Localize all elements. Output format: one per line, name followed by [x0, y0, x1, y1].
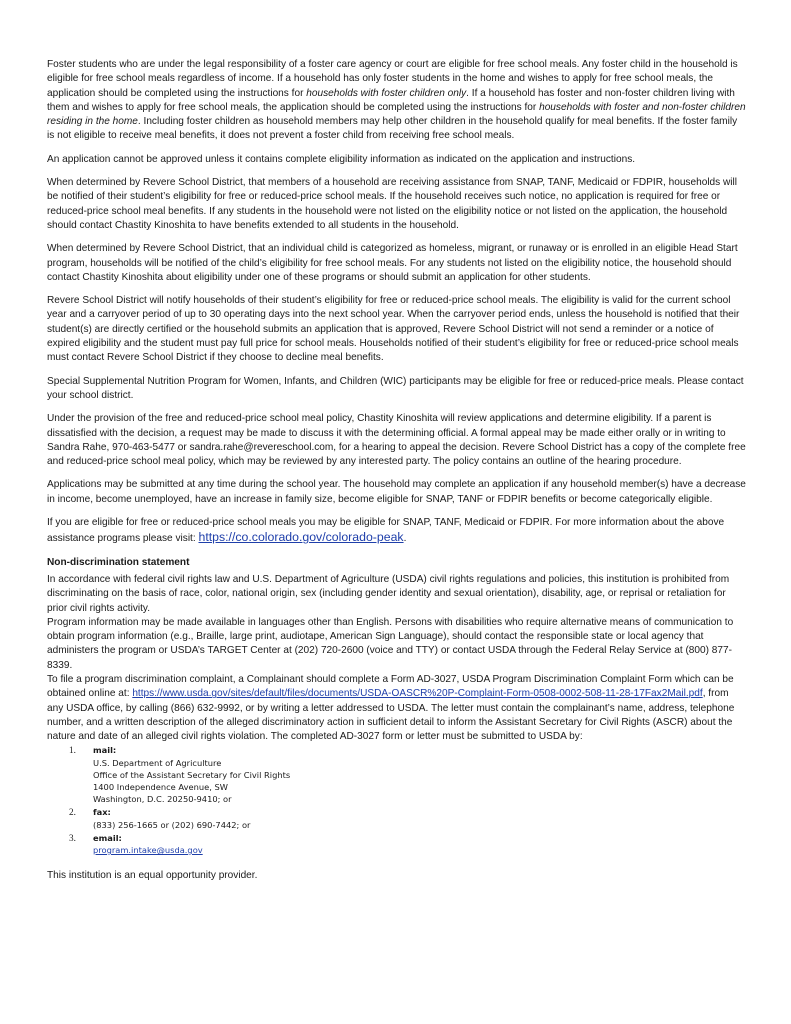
- homeless-paragraph: When determined by Revere School District, that an individual child is categorized as homeless, migrant, or runaway or is enrolled in an eligible Head Start program, households will be notified of the child’s eligibility for free school meals. For any students not listed on the eligibility notice, the household should contact Chastity Kinoshita about eligibility under one of these programs or should submit an application for other students.: [47, 243, 738, 283]
- complete-info-paragraph: An application cannot be approved unless it contains complete eligibility information as indicated on the application and instructions.: [47, 153, 636, 165]
- list-number: 1.: [69, 745, 76, 756]
- list-number: 3.: [69, 832, 76, 843]
- foster-italic-2: households with foster and non-foster children residing in the home: [47, 101, 746, 128]
- foster-paragraph: [47, 58, 746, 144]
- colorado-peak-link[interactable]: https://co.colorado.gov/colorado-peak: [198, 530, 404, 545]
- email-link[interactable]: program.intake@usda.gov: [93, 845, 203, 856]
- fax-line-1: (833) 256-1665 or (202) 690-7442; or: [93, 819, 251, 830]
- mail-line-2: Office of the Assistant Secretary for Civil Rights: [93, 769, 291, 780]
- assistance-end: .: [403, 533, 407, 545]
- mail-label: mail:: [93, 745, 117, 756]
- email-label: email:: [93, 832, 122, 843]
- complaint-text-start: To file a program discrimination complaint, a Complainant should complete a Form AD-3027, USDA Program Discrimination Complaint Form which can be obtained online at:: [47, 673, 734, 700]
- nondiscrimination-p1: In accordance with federal civil rights law and U.S. Department of Agriculture (USDA) civil rights regulations and policies, this institution is prohibited from discriminating on the basis of race, color, national origin, sex (including gender identity and sexual orientation), disability, age, or reprisal or retaliation for prior civil rights activity.: [47, 573, 730, 614]
- fax-label: fax:: [93, 807, 111, 818]
- notify-paragraph: Revere School District will notify households of their student’s eligibility for free or reduced-price school meals. The eligibility is valid for the current school year and a carryover period of up to 30 operating days into the next school year. When the carryover period ends, unless the household is notified that their student(s) are directly certified or the household submits an application that is approved, Revere School District will not send a reminder or a notice of expired eligibility and the student must pay full price for school meals. Households notified of their student’s eligibility for free or reduced-price school meals must contact Revere School District if they choose to decline meal benefits.: [47, 295, 740, 364]
- foster-text-1: Foster students who are under the legal responsibility of a foster care agency or court are eligible for free school meals. Any foster child in the household is eligible for free school meals regardless of income. If a household has only foster students in the home and wishes to apply for free school meals, the application should be completed using the instructions for: [47, 59, 738, 99]
- snap-paragraph: When determined by Revere School District, that members of a household are receiving assistance from SNAP, TANF, Medicaid or FDPIR, households will be notified of their student’s eligibility for free or reduced-price school meals. If the household receives such notice, no application is required for free or reduced-price school meal benefits. If any students in the household were not listed on the eligibility notice or not listed on the application, the household should contact Chastity Kinoshita to have benefits extended to all students in the household.: [47, 177, 738, 231]
- nondiscrimination-p3: [47, 673, 746, 744]
- foster-italic-1: households with foster children only: [306, 87, 467, 99]
- list-number: 2.: [69, 807, 76, 818]
- nondiscrimination-p2: Program information may be made available in languages other than English. Persons with disabilities who require alternative means of communication to obtain program information (e.g., Braille, large print, audiotape, American Sign Language), should contact the responsible state or local agency that administers the program or USDA’s TARGET Center at (202) 720-2600 (voice and TTY) or contact USDA through the Federal Relay Service at (800) 877-8339.: [47, 616, 734, 671]
- mail-line-4: Washington, D.C. 20250-9410; or: [93, 794, 232, 805]
- submission-methods-list: [47, 744, 746, 856]
- anytime-paragraph: Applications may be submitted at any time during the school year. The household may complete an application if any household member(s) have a decrease in income, become unemployed, have an increase in family size, become eligible for SNAP, TANF or FDPIR benefits or become categorically eligible.: [47, 479, 746, 505]
- foster-text-2: . If a household has foster and non-foster children living with them and wishes to apply for free school meals, the application should be completed using the instructions for: [47, 87, 735, 113]
- equal-opportunity-footer: This institution is an equal opportunity provider.: [47, 870, 258, 882]
- mail-line-1: U.S. Department of Agriculture: [93, 757, 222, 768]
- appeal-paragraph: Under the provision of the free and reduced-price school meal policy, Chastity Kinoshita will review applications and determine eligibility. If a parent is dissatisfied with the decision, a request may be made to discuss it with the determining official. A formal appeal may be made either orally or in writing to Sandra Rahe, 970-463-5477 or sandra.rahe@revereschool.com, for a hearing to appeal the decision. Revere School District has a copy of the complete free and reduced-price school meal policy, which may be reviewed by any interested party. The policy contains an outline of the hearing procedure.: [47, 413, 746, 468]
- wic-paragraph: Special Supplemental Nutrition Program for Women, Infants, and Children (WIC) participants may be eligible for free or reduced-price meals. Please contact your school district.: [47, 375, 744, 401]
- mail-line-3: 1400 Independence Avenue, SW: [93, 782, 228, 793]
- complaint-form-link[interactable]: https://www.usda.gov/sites/default/files/documents/USDA-OASCR%20P-Complaint-Form-0508-0002-508-11-28-17Fax2Mail.pdf: [132, 688, 703, 700]
- nondiscrimination-heading: Non-discrimination statement: [47, 556, 190, 568]
- list-item-fax: [47, 806, 746, 830]
- list-item-mail: [47, 744, 746, 805]
- foster-text-3: . Including foster children as household members may help other children in the household qualify for meal benefits. If the foster family is not eligible to receive meal benefits, it does not prevent a foster child from receiving free school meals.: [47, 116, 738, 142]
- assistance-text: If you are eligible for free or reduced-price school meals you may be eligible for SNAP, TANF, Medicaid or FDPIR. For more information about the above assistance programs please visit:: [47, 517, 725, 545]
- complaint-text-end: , from any USDA office, by calling (866) 632-9992, or by writing a letter addressed to USDA. The letter must contain the complainant’s name, address, telephone number, and a written description of the alleged discriminatory action in sufficient detail to inform the Assistant Secretary for Civil Rights (ASCR) about the nature and date of an alleged civil rights violation. The completed AD-3027 form or letter must be submitted to USDA by:: [47, 688, 735, 743]
- assistance-paragraph: [47, 516, 746, 547]
- list-item-email: [47, 832, 746, 856]
